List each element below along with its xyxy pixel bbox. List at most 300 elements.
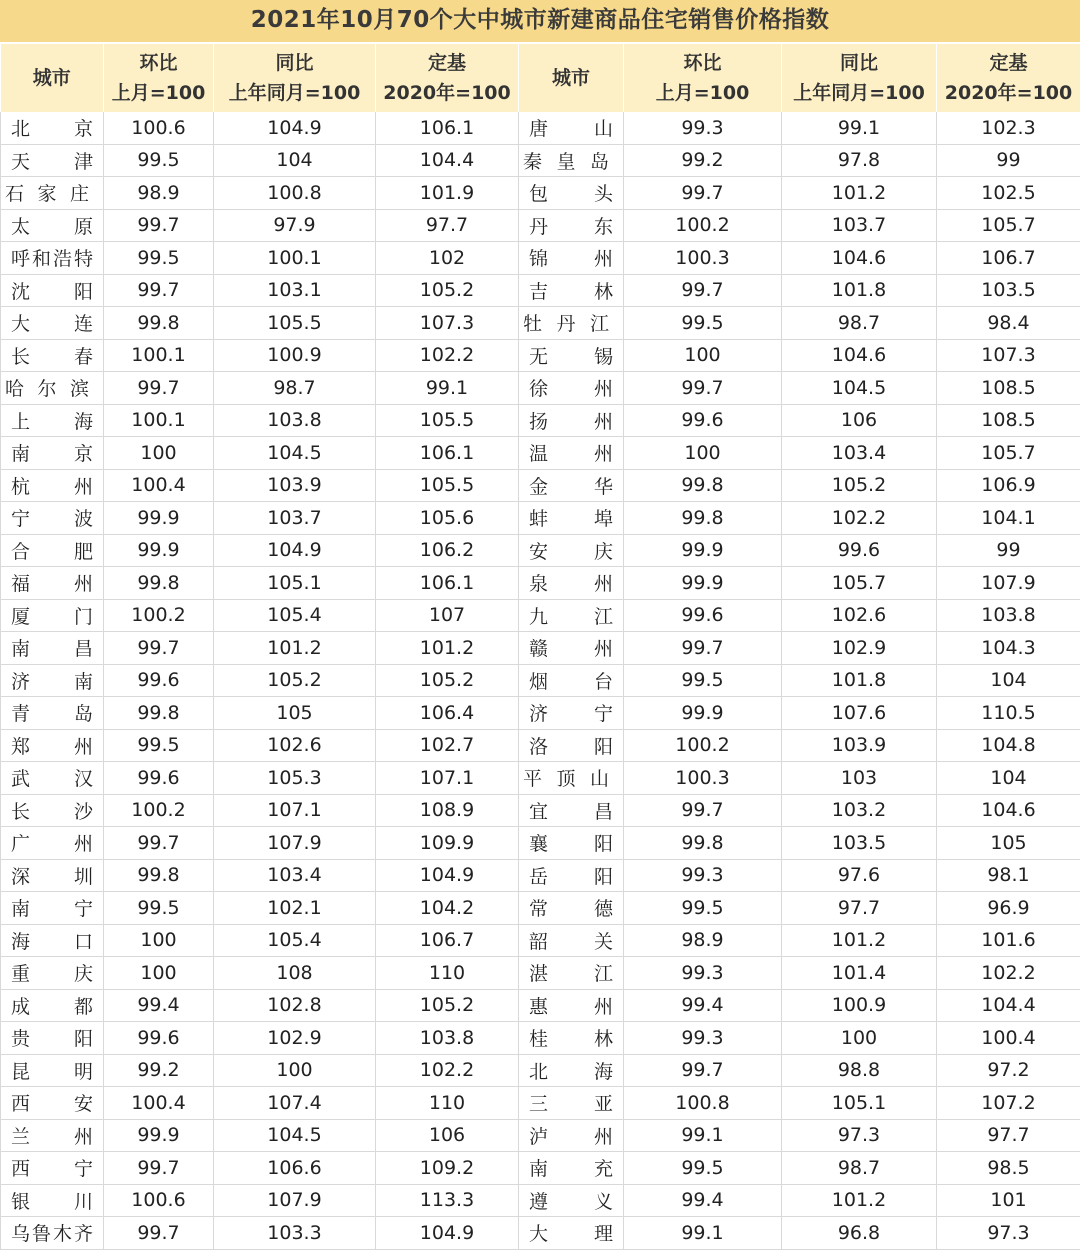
table-row	[1, 957, 1080, 990]
yoy-right: 99.1	[782, 112, 937, 144]
base-right: 107.9	[937, 567, 1080, 600]
table-row	[1, 794, 1080, 827]
yoy-left: 102.8	[214, 989, 376, 1022]
mom-left: 100.1	[104, 404, 214, 437]
yoy-left: 103.7	[214, 502, 376, 535]
base-right: 104.1	[937, 502, 1080, 535]
base-right: 108.5	[937, 404, 1080, 437]
city-right: 唐山	[519, 112, 624, 144]
city-right: 徐州	[519, 372, 624, 405]
base-right: 105	[937, 827, 1080, 860]
yoy-left: 105.5	[214, 307, 376, 340]
yoy-right: 101.8	[782, 274, 937, 307]
table-row	[1, 242, 1080, 275]
base-right: 98.5	[937, 1152, 1080, 1185]
base-right: 106.9	[937, 469, 1080, 502]
mom-left: 99.8	[104, 697, 214, 730]
base-left: 105.5	[376, 404, 519, 437]
mom-left: 100.2	[104, 794, 214, 827]
base-left: 107	[376, 599, 519, 632]
yoy-right: 100	[782, 1022, 937, 1055]
header-yoy-left	[214, 44, 376, 112]
mom-left: 100	[104, 924, 214, 957]
yoy-left: 102.1	[214, 892, 376, 925]
mom-right: 99.1	[624, 1217, 782, 1250]
base-left: 106	[376, 1119, 519, 1152]
city-left: 厦门	[1, 599, 104, 632]
base-right: 96.9	[937, 892, 1080, 925]
mom-right: 99.3	[624, 112, 782, 144]
city-left: 上海	[1, 404, 104, 437]
base-right: 97.2	[937, 1054, 1080, 1087]
yoy-right: 96.8	[782, 1217, 937, 1250]
base-right: 100.4	[937, 1022, 1080, 1055]
table-row	[1, 859, 1080, 892]
city-left: 合肥	[1, 534, 104, 567]
city-right: 遵义	[519, 1184, 624, 1217]
base-right: 104	[937, 664, 1080, 697]
city-left: 太原	[1, 209, 104, 242]
yoy-left: 105.2	[214, 664, 376, 697]
yoy-left: 104	[214, 144, 376, 177]
mom-left: 100	[104, 957, 214, 990]
base-left: 105.6	[376, 502, 519, 535]
city-right: 包头	[519, 177, 624, 210]
header-city-right: 城市	[519, 44, 624, 112]
table-header	[1, 44, 1080, 112]
city-right: 洛阳	[519, 729, 624, 762]
yoy-right: 104.5	[782, 372, 937, 405]
city-left: 贵阳	[1, 1022, 104, 1055]
mom-left: 99.7	[104, 274, 214, 307]
header-base-base: 2020年=100	[937, 78, 1080, 108]
yoy-left: 103.9	[214, 469, 376, 502]
table-row	[1, 599, 1080, 632]
table-row	[1, 209, 1080, 242]
mom-left: 100.4	[104, 1087, 214, 1120]
table-row	[1, 1054, 1080, 1087]
yoy-right: 103	[782, 762, 937, 795]
base-right: 104.3	[937, 632, 1080, 665]
city-right: 蚌埠	[519, 502, 624, 535]
city-left: 武汉	[1, 762, 104, 795]
city-left: 南宁	[1, 892, 104, 925]
base-left: 110	[376, 957, 519, 990]
city-left: 南昌	[1, 632, 104, 665]
mom-left: 99.6	[104, 1022, 214, 1055]
city-right: 湛江	[519, 957, 624, 990]
city-right: 襄阳	[519, 827, 624, 860]
base-left: 102.7	[376, 729, 519, 762]
base-left: 105.2	[376, 989, 519, 1022]
mom-right: 99.4	[624, 989, 782, 1022]
city-right: 九江	[519, 599, 624, 632]
mom-right: 99.7	[624, 794, 782, 827]
mom-right: 99.6	[624, 404, 782, 437]
mom-right: 99.9	[624, 697, 782, 730]
city-left: 西宁	[1, 1152, 104, 1185]
yoy-right: 101.4	[782, 957, 937, 990]
mom-right: 99.9	[624, 534, 782, 567]
table-row	[1, 729, 1080, 762]
yoy-left: 107.9	[214, 827, 376, 860]
table-row	[1, 1184, 1080, 1217]
mom-left: 99.9	[104, 1119, 214, 1152]
yoy-left: 104.5	[214, 1119, 376, 1152]
city-right: 北海	[519, 1054, 624, 1087]
base-left: 103.8	[376, 1022, 519, 1055]
city-left: 长春	[1, 339, 104, 372]
mom-left: 99.5	[104, 892, 214, 925]
table-body	[1, 112, 1080, 1249]
mom-left: 99.9	[104, 534, 214, 567]
table-row	[1, 177, 1080, 210]
yoy-right: 103.7	[782, 209, 937, 242]
city-right: 韶关	[519, 924, 624, 957]
base-left: 104.9	[376, 1217, 519, 1250]
city-right: 泉州	[519, 567, 624, 600]
city-left: 乌鲁木齐	[1, 1217, 104, 1250]
table-row	[1, 924, 1080, 957]
header-mom-base: 上月=100	[104, 78, 213, 108]
city-right: 惠州	[519, 989, 624, 1022]
header-yoy-base: 上年同月=100	[782, 78, 936, 108]
mom-left: 99.4	[104, 989, 214, 1022]
table-row	[1, 664, 1080, 697]
yoy-left: 105.3	[214, 762, 376, 795]
base-left: 104.2	[376, 892, 519, 925]
mom-left: 99.7	[104, 632, 214, 665]
yoy-left: 100.9	[214, 339, 376, 372]
header-mom-label: 环比	[104, 48, 213, 78]
base-right: 101	[937, 1184, 1080, 1217]
header-yoy-base: 上年同月=100	[214, 78, 375, 108]
city-left: 杭州	[1, 469, 104, 502]
mom-right: 100	[624, 437, 782, 470]
mom-right: 100	[624, 339, 782, 372]
base-left: 107.3	[376, 307, 519, 340]
base-left: 106.4	[376, 697, 519, 730]
yoy-left: 100.8	[214, 177, 376, 210]
mom-right: 99.8	[624, 502, 782, 535]
table-row	[1, 469, 1080, 502]
city-left: 广州	[1, 827, 104, 860]
mom-left: 99.5	[104, 144, 214, 177]
base-right: 99	[937, 534, 1080, 567]
yoy-right: 101.8	[782, 664, 937, 697]
city-right: 大理	[519, 1217, 624, 1250]
yoy-right: 107.6	[782, 697, 937, 730]
table-row	[1, 404, 1080, 437]
yoy-right: 103.2	[782, 794, 937, 827]
mom-right: 99.7	[624, 372, 782, 405]
mom-left: 99.5	[104, 242, 214, 275]
header-mom-label: 环比	[624, 48, 781, 78]
yoy-right: 104.6	[782, 242, 937, 275]
mom-right: 99.7	[624, 632, 782, 665]
base-right: 97.3	[937, 1217, 1080, 1250]
yoy-left: 104.5	[214, 437, 376, 470]
table-row	[1, 307, 1080, 340]
yoy-right: 106	[782, 404, 937, 437]
mom-right: 99.5	[624, 307, 782, 340]
base-left: 104.9	[376, 859, 519, 892]
mom-right: 99.4	[624, 1184, 782, 1217]
yoy-left: 104.9	[214, 534, 376, 567]
yoy-left: 103.1	[214, 274, 376, 307]
yoy-right: 103.5	[782, 827, 937, 860]
city-right: 烟台	[519, 664, 624, 697]
city-left: 西安	[1, 1087, 104, 1120]
yoy-left: 105.4	[214, 599, 376, 632]
base-left: 110	[376, 1087, 519, 1120]
mom-left: 100.6	[104, 1184, 214, 1217]
base-left: 106.2	[376, 534, 519, 567]
yoy-left: 105.4	[214, 924, 376, 957]
table-row	[1, 567, 1080, 600]
yoy-left: 101.2	[214, 632, 376, 665]
mom-left: 100.2	[104, 599, 214, 632]
city-right: 安庆	[519, 534, 624, 567]
table-row	[1, 1087, 1080, 1120]
yoy-left: 97.9	[214, 209, 376, 242]
base-right: 104.8	[937, 729, 1080, 762]
city-left: 济南	[1, 664, 104, 697]
city-left: 青岛	[1, 697, 104, 730]
table-row	[1, 1022, 1080, 1055]
yoy-right: 99.6	[782, 534, 937, 567]
header-base-right	[937, 44, 1080, 112]
mom-right: 98.9	[624, 924, 782, 957]
yoy-right: 103.4	[782, 437, 937, 470]
city-left: 天津	[1, 144, 104, 177]
header-row	[1, 44, 1080, 112]
base-right: 105.7	[937, 437, 1080, 470]
city-right: 金华	[519, 469, 624, 502]
mom-left: 100.1	[104, 339, 214, 372]
city-left: 南京	[1, 437, 104, 470]
table-row	[1, 1217, 1080, 1250]
mom-left: 99.2	[104, 1054, 214, 1087]
mom-left: 99.7	[104, 1217, 214, 1250]
yoy-right: 98.7	[782, 307, 937, 340]
base-right: 98.1	[937, 859, 1080, 892]
base-left: 113.3	[376, 1184, 519, 1217]
table-row	[1, 1152, 1080, 1185]
city-right: 岳阳	[519, 859, 624, 892]
mom-right: 100.2	[624, 729, 782, 762]
base-left: 105.2	[376, 274, 519, 307]
base-right: 103.8	[937, 599, 1080, 632]
mom-left: 99.8	[104, 859, 214, 892]
table-row	[1, 989, 1080, 1022]
yoy-left: 103.8	[214, 404, 376, 437]
yoy-right: 102.2	[782, 502, 937, 535]
mom-right: 99.9	[624, 567, 782, 600]
base-right: 103.5	[937, 274, 1080, 307]
table-row	[1, 372, 1080, 405]
city-left: 北京	[1, 112, 104, 144]
yoy-right: 105.1	[782, 1087, 937, 1120]
base-right: 102.5	[937, 177, 1080, 210]
mom-right: 99.1	[624, 1119, 782, 1152]
table-row	[1, 892, 1080, 925]
base-left: 102.2	[376, 339, 519, 372]
table-row	[1, 697, 1080, 730]
city-right: 桂林	[519, 1022, 624, 1055]
city-left: 沈阳	[1, 274, 104, 307]
base-left: 109.9	[376, 827, 519, 860]
city-right: 三亚	[519, 1087, 624, 1120]
mom-right: 99.8	[624, 469, 782, 502]
header-base-label: 定基	[376, 48, 518, 78]
base-left: 99.1	[376, 372, 519, 405]
yoy-right: 100.9	[782, 989, 937, 1022]
base-right: 108.5	[937, 372, 1080, 405]
mom-right: 99.3	[624, 957, 782, 990]
table-row	[1, 339, 1080, 372]
base-right: 97.7	[937, 1119, 1080, 1152]
yoy-left: 107.1	[214, 794, 376, 827]
base-left: 102.2	[376, 1054, 519, 1087]
mom-right: 99.8	[624, 827, 782, 860]
base-left: 106.1	[376, 112, 519, 144]
city-left: 哈尔滨	[1, 372, 104, 405]
city-left: 呼和浩特	[1, 242, 104, 275]
mom-left: 99.8	[104, 307, 214, 340]
yoy-right: 97.8	[782, 144, 937, 177]
city-right: 赣州	[519, 632, 624, 665]
table-row	[1, 1119, 1080, 1152]
mom-left: 99.9	[104, 502, 214, 535]
city-left: 深圳	[1, 859, 104, 892]
mom-left: 99.7	[104, 372, 214, 405]
city-right: 温州	[519, 437, 624, 470]
base-left: 101.9	[376, 177, 519, 210]
mom-right: 99.7	[624, 274, 782, 307]
mom-left: 100.4	[104, 469, 214, 502]
yoy-left: 102.9	[214, 1022, 376, 1055]
yoy-right: 98.7	[782, 1152, 937, 1185]
yoy-right: 97.6	[782, 859, 937, 892]
yoy-left: 100.1	[214, 242, 376, 275]
city-left: 大连	[1, 307, 104, 340]
header-mom-base: 上月=100	[624, 78, 781, 108]
yoy-left: 106.6	[214, 1152, 376, 1185]
yoy-left: 107.4	[214, 1087, 376, 1120]
table-row	[1, 762, 1080, 795]
base-left: 108.9	[376, 794, 519, 827]
header-yoy-label: 同比	[214, 48, 375, 78]
mom-left: 98.9	[104, 177, 214, 210]
mom-left: 100.6	[104, 112, 214, 144]
table-row	[1, 437, 1080, 470]
header-mom-left	[104, 44, 214, 112]
city-left: 银川	[1, 1184, 104, 1217]
yoy-right: 105.7	[782, 567, 937, 600]
base-left: 106.7	[376, 924, 519, 957]
base-right: 102.2	[937, 957, 1080, 990]
mom-right: 99.5	[624, 664, 782, 697]
city-left: 石家庄	[1, 177, 104, 210]
yoy-left: 104.9	[214, 112, 376, 144]
city-left: 宁波	[1, 502, 104, 535]
mom-right: 99.5	[624, 1152, 782, 1185]
base-left: 105.2	[376, 664, 519, 697]
header-mom-right	[624, 44, 782, 112]
city-right: 丹东	[519, 209, 624, 242]
mom-left: 100	[104, 437, 214, 470]
yoy-right: 105.2	[782, 469, 937, 502]
city-left: 福州	[1, 567, 104, 600]
mom-right: 99.3	[624, 1022, 782, 1055]
yoy-left: 103.3	[214, 1217, 376, 1250]
city-left: 长沙	[1, 794, 104, 827]
mom-left: 99.5	[104, 729, 214, 762]
city-left: 海口	[1, 924, 104, 957]
base-left: 104.4	[376, 144, 519, 177]
city-right: 宜昌	[519, 794, 624, 827]
yoy-right: 98.8	[782, 1054, 937, 1087]
table-row	[1, 534, 1080, 567]
base-right: 101.6	[937, 924, 1080, 957]
base-left: 102	[376, 242, 519, 275]
header-base-label: 定基	[937, 48, 1080, 78]
mom-right: 99.6	[624, 599, 782, 632]
mom-left: 99.6	[104, 664, 214, 697]
table-row	[1, 274, 1080, 307]
city-right: 常德	[519, 892, 624, 925]
yoy-right: 102.6	[782, 599, 937, 632]
city-left: 郑州	[1, 729, 104, 762]
header-base-left	[376, 44, 519, 112]
city-right: 锦州	[519, 242, 624, 275]
yoy-left: 103.4	[214, 859, 376, 892]
city-right: 牡丹江	[519, 307, 624, 340]
yoy-right: 102.9	[782, 632, 937, 665]
base-left: 106.1	[376, 567, 519, 600]
city-right: 无锡	[519, 339, 624, 372]
city-right: 济宁	[519, 697, 624, 730]
yoy-left: 102.6	[214, 729, 376, 762]
mom-right: 100.3	[624, 242, 782, 275]
yoy-right: 101.2	[782, 177, 937, 210]
mom-left: 99.6	[104, 762, 214, 795]
mom-right: 100.2	[624, 209, 782, 242]
city-right: 泸州	[519, 1119, 624, 1152]
header-yoy-right	[782, 44, 937, 112]
yoy-left: 98.7	[214, 372, 376, 405]
city-left: 重庆	[1, 957, 104, 990]
base-left: 105.5	[376, 469, 519, 502]
table-title: 2021年10月70个大中城市新建商品住宅销售价格指数	[0, 0, 1080, 44]
base-right: 106.7	[937, 242, 1080, 275]
mom-right: 99.2	[624, 144, 782, 177]
table-row	[1, 827, 1080, 860]
city-right: 吉林	[519, 274, 624, 307]
city-right: 平顶山	[519, 762, 624, 795]
yoy-left: 100	[214, 1054, 376, 1087]
mom-left: 99.8	[104, 567, 214, 600]
mom-left: 99.7	[104, 827, 214, 860]
base-right: 107.3	[937, 339, 1080, 372]
base-left: 97.7	[376, 209, 519, 242]
mom-right: 100.8	[624, 1087, 782, 1120]
base-right: 110.5	[937, 697, 1080, 730]
base-left: 107.1	[376, 762, 519, 795]
mom-left: 99.7	[104, 1152, 214, 1185]
yoy-right: 101.2	[782, 924, 937, 957]
